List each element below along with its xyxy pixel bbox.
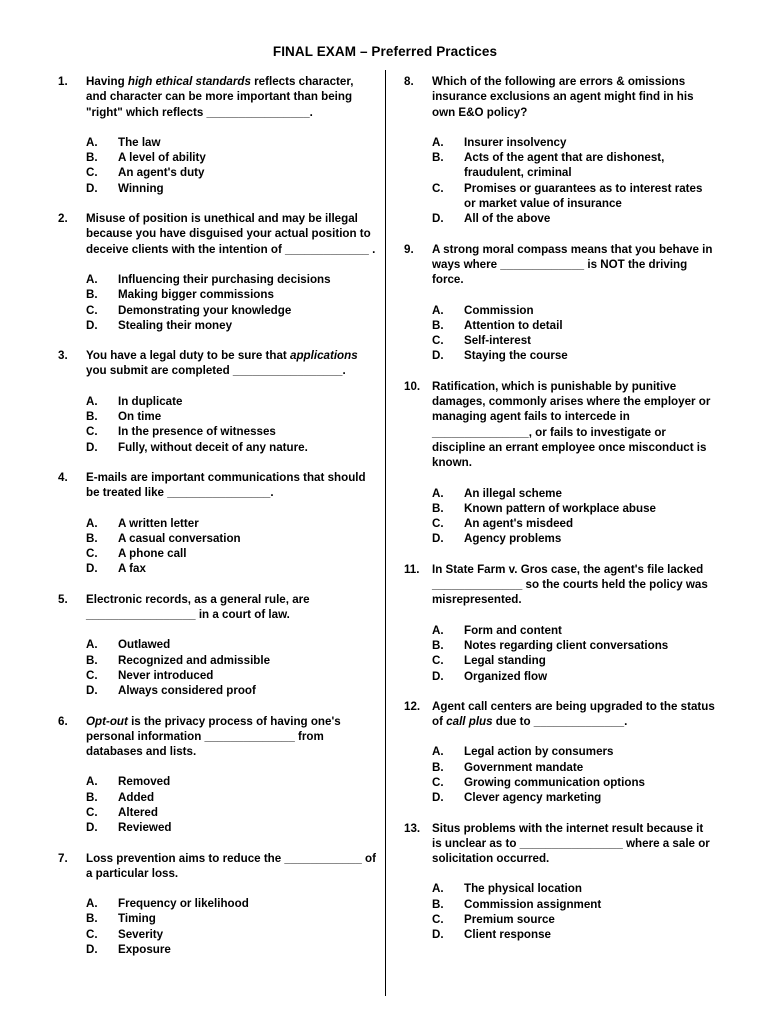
answer-option [86,942,376,957]
stem-text: you submit are completed _________________. [86,364,346,378]
question-item [404,562,716,684]
question-stem [432,379,716,471]
emphasized-term: high ethical standards [127,75,251,88]
answer-options [404,744,716,805]
option-letter: A. [86,135,98,149]
question-number: 12. [404,699,421,713]
answer-option [86,546,376,561]
question-header [404,562,716,608]
answer-option [86,820,376,835]
answer-option [86,181,376,196]
option-letter: A. [432,623,444,637]
question-header [404,379,716,471]
stem-text: Having [86,75,128,88]
answer-option [432,638,716,653]
answer-option [432,486,716,501]
answer-option [86,516,376,531]
option-text: Client response [464,928,551,942]
question-header [58,74,376,120]
option-text: Stealing their money [118,318,233,332]
answer-option [432,348,716,363]
emphasized-term: call plus [446,715,493,729]
option-letter: B. [86,410,98,424]
option-text: Organized flow [464,669,548,683]
answer-option [432,653,716,668]
question-item [404,699,716,806]
emphasized-term: Opt-out [86,714,128,728]
option-letter: B. [432,318,444,332]
option-text: Never introduced [118,668,214,682]
question-stem [86,211,376,257]
answer-options [58,637,376,698]
option-letter: B. [86,288,98,302]
answer-options [58,394,376,455]
answer-option [86,896,376,911]
question-stem [432,821,716,867]
option-letter: C. [86,303,98,317]
option-text: The law [118,135,161,149]
answer-options [404,135,716,227]
option-text: An illegal scheme [464,486,562,500]
option-letter: C. [432,334,444,348]
option-text: Reviewed [118,821,172,835]
question-number: 9. [404,242,414,256]
stem-text: Agent call centers are being upgraded to the status of [432,699,715,729]
answer-options [404,303,716,364]
answer-option [86,561,376,576]
stem-text: Loss prevention aims to reduce the ____________ of a particular loss. [86,851,376,880]
option-text: Frequency or likelihood [118,897,249,911]
question-item [404,379,716,547]
question-item [58,348,376,455]
question-header [404,74,716,120]
question-item [58,851,376,958]
option-letter: B. [432,501,444,515]
stem-text: You have a legal duty to be sure that [86,349,291,363]
option-text: Self-interest [464,334,532,348]
question-header [404,242,716,288]
question-item [58,470,376,577]
option-text: Known pattern of workplace abuse [464,501,656,515]
emphasized-term: applications [290,349,358,363]
option-letter: D. [86,821,98,835]
answer-option [86,911,376,926]
option-letter: D. [432,791,444,805]
answer-option [86,135,376,150]
option-letter: D. [86,943,98,957]
option-letter: C. [86,547,98,561]
answer-option [86,683,376,698]
answer-option [432,927,716,942]
option-letter: C. [432,517,444,531]
option-text: The physical location [464,882,582,896]
stem-text: due to ______________. [492,715,628,729]
answer-options [404,486,716,547]
option-letter: A. [86,897,98,911]
question-number: 1. [58,75,68,88]
question-header [404,699,716,730]
option-text: Growing communication options [464,775,645,789]
option-letter: D. [432,532,444,546]
option-text: Always considered proof [118,684,256,698]
question-header [58,211,376,257]
option-text: Legal standing [464,654,546,668]
answer-option [432,135,716,150]
option-letter: A. [86,516,98,530]
option-text: An agent's duty [118,166,205,180]
option-text: Fully, without deceit of any nature. [118,440,308,454]
option-text: Altered [118,805,158,819]
answer-option [86,531,376,546]
option-text: Exposure [118,943,171,957]
option-text: Timing [118,912,156,926]
option-text: All of the above [464,212,551,226]
answer-option [86,805,376,820]
answer-option [432,623,716,638]
option-text: Premium source [464,913,555,927]
stem-text: is the privacy process of having one's personal information ______________ from databases and lists. [86,714,341,759]
option-text: A written letter [118,516,199,530]
option-text: Commission assignment [464,897,602,911]
stem-text: Which of the following are errors & omissions insurance exclusions an agent might find in his own E&O policy? [432,75,694,119]
question-header [58,348,376,379]
option-letter: A. [86,394,98,408]
option-letter: B. [432,638,444,652]
question-number: 2. [58,212,68,226]
answer-options [404,881,716,942]
option-letter: D. [86,318,98,332]
answer-option [432,531,716,546]
option-text: Government mandate [464,760,584,774]
answer-option [86,653,376,668]
option-text: Added [118,790,155,804]
option-letter: D. [432,928,444,942]
option-text: Notes regarding client conversations [464,638,669,652]
stem-text: Misuse of position is unethical and may be illegal because you have disguised your actual position to deceive clients with the intention of _____________ . [86,212,376,256]
option-text: Outlawed [118,638,171,652]
option-letter: D. [86,562,98,576]
page-title: FINAL EXAM – Preferred Practices [272,44,498,59]
option-letter: C. [432,913,444,927]
option-letter: C. [86,166,98,180]
answer-option [432,790,716,805]
answer-option [86,394,376,409]
option-letter: B. [432,897,444,911]
option-letter: C. [86,805,98,819]
option-letter: D. [86,181,98,195]
option-letter: A. [432,486,444,500]
answer-option [432,744,716,759]
answer-options [58,516,376,577]
answer-option [432,912,716,927]
answer-option [432,881,716,896]
option-text: In the presence of witnesses [118,425,276,439]
question-item [58,592,376,699]
question-number: 4. [58,470,68,484]
question-stem [432,242,716,288]
answer-options [58,272,376,333]
stem-text: Situs problems with the internet result because it is unclear as to ________________ where a sale or solicitation occurred. [432,821,710,866]
answer-option [86,303,376,318]
answer-option [86,272,376,287]
option-text: A phone call [118,547,187,561]
answer-option [432,501,716,516]
answer-option [86,790,376,805]
question-number: 10. [404,379,421,393]
answer-option [432,775,716,790]
option-letter: B. [86,790,98,804]
stem-text: Electronic records, as a general rule, are _________________ in a court of law. [86,592,310,622]
answer-option [86,165,376,180]
option-letter: A. [86,638,98,652]
stem-text: A strong moral compass means that you behave in ways where _____________ is NOT the driving force. [432,242,713,287]
option-text: An agent's misdeed [464,517,574,531]
option-letter: C. [432,181,444,195]
option-text: Winning [118,181,164,195]
question-number: 11. [404,562,420,576]
option-letter: C. [86,668,98,682]
option-letter: B. [86,912,98,926]
answer-option [432,669,716,684]
question-header [58,714,376,760]
option-letter: A. [86,272,98,286]
stem-text: E-mails are important communications that should be treated like ________________. [86,470,366,500]
answer-option [432,150,716,181]
option-text: On time [118,410,162,424]
option-text: Removed [118,775,171,789]
answer-option [432,333,716,348]
option-text: Legal action by consumers [464,745,614,759]
answer-option [432,760,716,775]
question-stem [86,592,376,623]
answer-option [432,516,716,531]
answer-option [432,318,716,333]
option-text: Acts of the agent that are dishonest, fraudulent, criminal [464,151,665,180]
option-letter: A. [432,135,444,149]
question-number: 8. [404,75,414,88]
option-letter: C. [86,927,98,941]
option-text: Form and content [464,623,562,637]
question-stem [86,714,376,760]
option-letter: D. [86,440,98,454]
question-header [58,470,376,501]
question-item [58,211,376,333]
answer-option [432,211,716,226]
option-letter: B. [432,151,444,165]
option-text: Demonstrating your knowledge [118,303,292,317]
question-number: 5. [58,592,68,606]
option-text: Influencing their purchasing decisions [118,272,331,286]
question-header [404,821,716,867]
option-letter: A. [432,303,444,317]
question-header [58,851,376,882]
column-divider [385,70,386,996]
option-text: Insurer insolvency [464,135,567,149]
stem-text: reflects character, and character can be more important than being "right" which reflects ________________. [86,75,354,119]
option-letter: A. [86,775,98,789]
option-text: Attention to detail [464,318,563,332]
question-number: 3. [58,349,68,363]
question-item [404,74,716,227]
option-text: Commission [464,303,534,317]
answer-option [86,409,376,424]
question-item [404,821,716,943]
option-text: A fax [118,562,146,576]
question-item [58,714,376,836]
question-number: 6. [58,714,68,728]
answer-option [86,440,376,455]
question-stem [86,348,376,379]
option-letter: D. [432,212,444,226]
right-column [404,74,716,943]
option-letter: B. [432,760,444,774]
option-text: In duplicate [118,394,183,408]
question-stem [432,562,716,608]
answer-option [432,303,716,318]
question-number: 7. [58,851,68,865]
answer-option [86,927,376,942]
answer-option [86,774,376,789]
option-letter: B. [86,151,98,165]
option-letter: D. [432,669,444,683]
option-text: A level of ability [118,151,206,165]
question-header [58,592,376,623]
question-stem [432,699,716,730]
answer-options [58,896,376,957]
option-letter: C. [86,425,98,439]
question-stem [432,74,716,120]
option-letter: D. [432,349,444,363]
question-number: 13. [404,821,421,835]
answer-option [432,181,716,212]
answer-options [58,135,376,196]
answer-option [86,424,376,439]
option-text: Severity [118,927,164,941]
option-text: Clever agency marketing [464,791,602,805]
answer-option [432,897,716,912]
option-text: Agency problems [464,532,562,546]
option-text: Recognized and admissible [118,653,271,667]
stem-text: In State Farm v. Gros case, the agent's file lacked ______________ so the courts held the policy was misrepresented. [432,562,708,607]
answer-options [404,623,716,684]
option-text: Staying the course [464,349,568,363]
left-column [58,74,376,957]
answer-options [58,774,376,835]
option-letter: C. [432,654,444,668]
answer-option [86,287,376,302]
option-letter: D. [86,684,98,698]
option-letter: A. [432,745,444,759]
question-stem [86,851,376,882]
answer-option [86,318,376,333]
option-letter: A. [432,882,444,896]
question-stem [86,470,376,501]
option-text: A casual conversation [118,531,241,545]
question-item [404,242,716,364]
question-stem [86,74,376,120]
answer-option [86,637,376,652]
question-item [58,74,376,196]
option-text: Promises or guarantees as to interest rates or market value of insurance [464,181,703,211]
option-letter: C. [432,775,444,789]
option-text: Making bigger commissions [118,288,274,302]
answer-option [86,668,376,683]
stem-text: Ratification, which is punishable by punitive damages, commonly arises where the employer or managing agent fails to intercede in _______________, or fails to investigate or discipline an errant employee once misconduct is known. [432,379,711,470]
answer-option [86,150,376,165]
option-letter: B. [86,653,98,667]
option-letter: B. [86,531,98,545]
